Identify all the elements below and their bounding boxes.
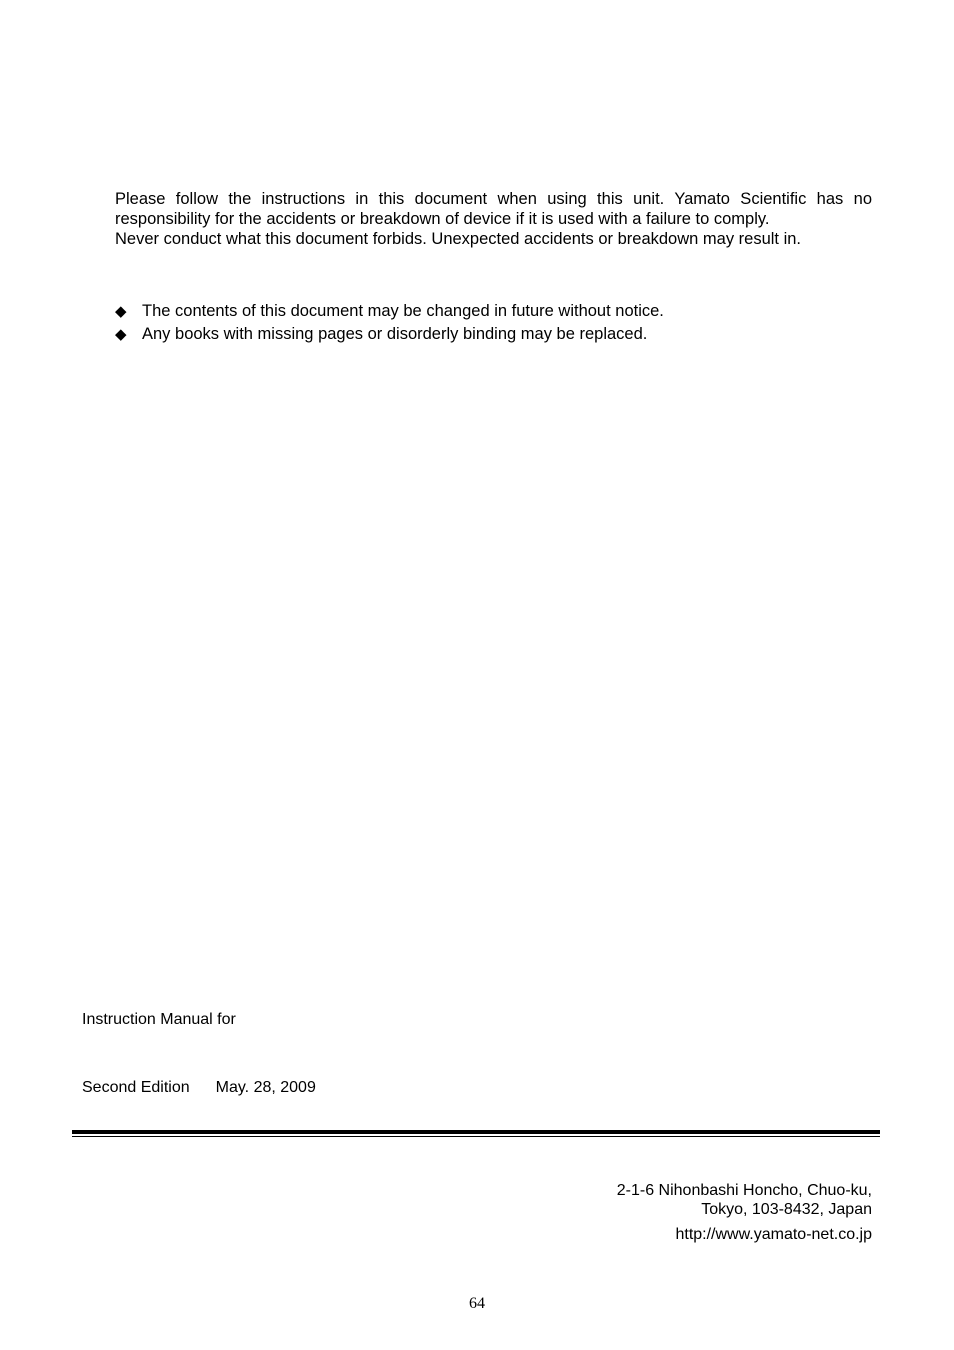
- address-line-2: Tokyo, 103-8432, Japan: [701, 1201, 872, 1218]
- usage-notice: [115, 189, 872, 249]
- list-item-text: The contents of this document may be changed in future without notice.: [142, 302, 664, 320]
- divider-thick: [72, 1130, 880, 1134]
- diamond-bullet-icon: ◆: [115, 303, 127, 320]
- notice-line-1: Please follow the instructions in this document when using this unit. Yamato Scientific has no: [115, 190, 872, 208]
- list-item: [115, 323, 872, 346]
- page-number: 64: [469, 1295, 485, 1312]
- notice-line-3: Never conduct what this document forbids. Unexpected accidents or breakdown may result in.: [115, 230, 802, 248]
- edition-label: Second Edition: [82, 1079, 190, 1096]
- edition-date: May. 28, 2009: [215, 1079, 316, 1096]
- list-item: [115, 300, 872, 323]
- company-address: [617, 1181, 872, 1244]
- website-url: http://www.yamato-net.co.jp: [675, 1226, 872, 1243]
- divider-thin: [72, 1136, 880, 1137]
- notice-line-2: responsibility for the accidents or breakdown of device if it is used with a failure to comply.: [115, 210, 770, 228]
- disclaimer-list: [115, 300, 872, 346]
- diamond-bullet-icon: ◆: [115, 326, 127, 343]
- manual-title: Instruction Manual for: [82, 1011, 236, 1028]
- list-item-text: Any books with missing pages or disorderly binding may be replaced.: [142, 325, 648, 343]
- edition-info: [82, 1078, 316, 1097]
- address-line-1: 2-1-6 Nihonbashi Honcho, Chuo-ku,: [616, 1182, 872, 1199]
